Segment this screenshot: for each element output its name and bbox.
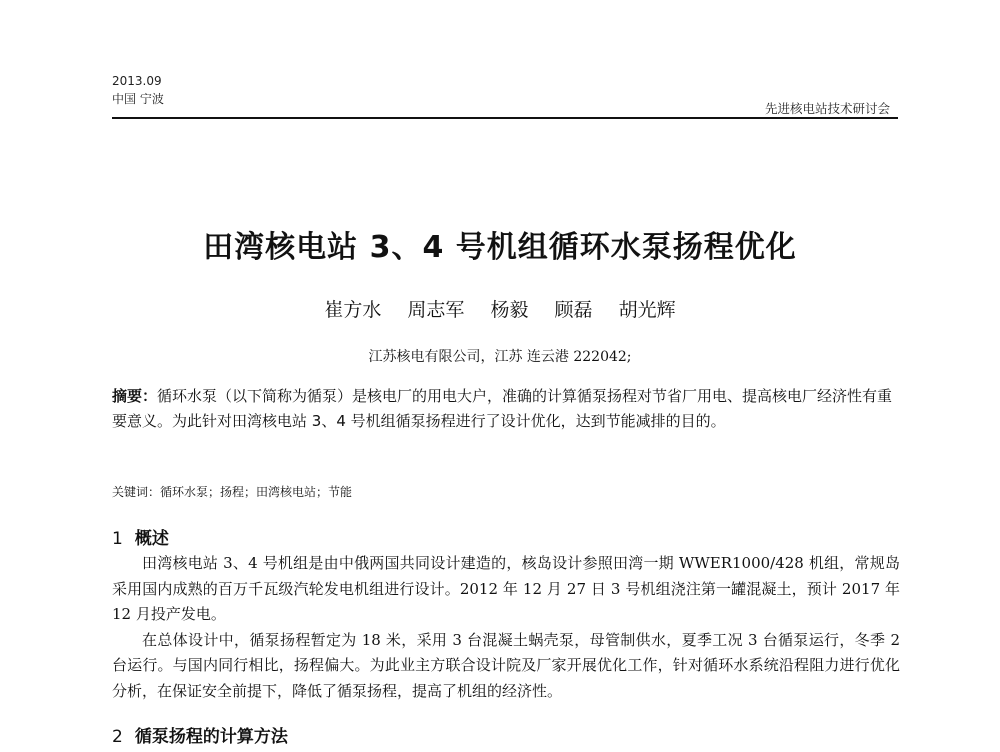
abstract-label: 摘要： (112, 387, 158, 405)
keywords (112, 483, 900, 500)
section-title: 概述 (134, 529, 169, 549)
paper-title: 田湾核电站 3、4 号机组循环水泵扬程优化 (203, 230, 797, 265)
author: 杨毅 (490, 299, 529, 321)
section-title: 循泵扬程的计算方法 (134, 727, 288, 747)
section-heading-2 (112, 722, 288, 747)
keywords-label: 关键词： (112, 485, 161, 499)
section-heading-1 (112, 524, 169, 549)
author: 崔方水 (324, 299, 382, 321)
header-location: 中国 宁波 (112, 92, 164, 106)
paragraph: 在总体设计中，循泵扬程暂定为 18 米，采用 3 台混凝土蜗壳泵，母管制供水，夏季工况 3 台循泵运行，冬季 2 台运行。与国内同行相比，扬程偏大。为此业主方联合设计院及厂家开展优化工作，针对循环水系统沿程阻力进行优化分析，在保证安全前提下，降低了循泵扬程，提高了机组的经济性。 (112, 630, 900, 700)
author: 周志军 (407, 299, 465, 321)
header-conference: 先进核电站技术研讨会 (764, 101, 890, 116)
affiliation: 江苏核电有限公司，江苏 连云港 222042; (368, 349, 632, 365)
author-list (0, 295, 1000, 322)
section-number: 1 (112, 529, 123, 549)
running-header-left (112, 72, 164, 108)
author: 顾磊 (554, 299, 593, 321)
keywords-text: 循环水泵；扬程；田湾核电站；节能 (160, 485, 353, 499)
abstract (112, 384, 900, 434)
header-date: 2013.09 (112, 74, 162, 88)
paragraph: 田湾核电站 3、4 号机组是由中俄两国共同设计建造的，核岛设计参照田湾一期 WWER1000/428 机组，常规岛采用国内成熟的百万千瓦级汽轮发电机组进行设计。2012 年 12 月 27 日 3 号机组浇注第一罐混凝土，预计 2017 年 12 月投产发电。 (112, 554, 900, 623)
header-rule (112, 117, 898, 119)
abstract-text: 循环水泵（以下简称为循泵）是核电厂的用电大户，准确的计算循泵扬程对节省厂用电、提高核电厂经济性有重要意义。为此针对田湾核电站 3、4 号机组循泵扬程进行了设计优化，达到节能减排的目的。 (112, 387, 893, 430)
section-1-body (112, 551, 900, 704)
section-number: 2 (112, 727, 123, 747)
author: 胡光辉 (618, 299, 676, 321)
